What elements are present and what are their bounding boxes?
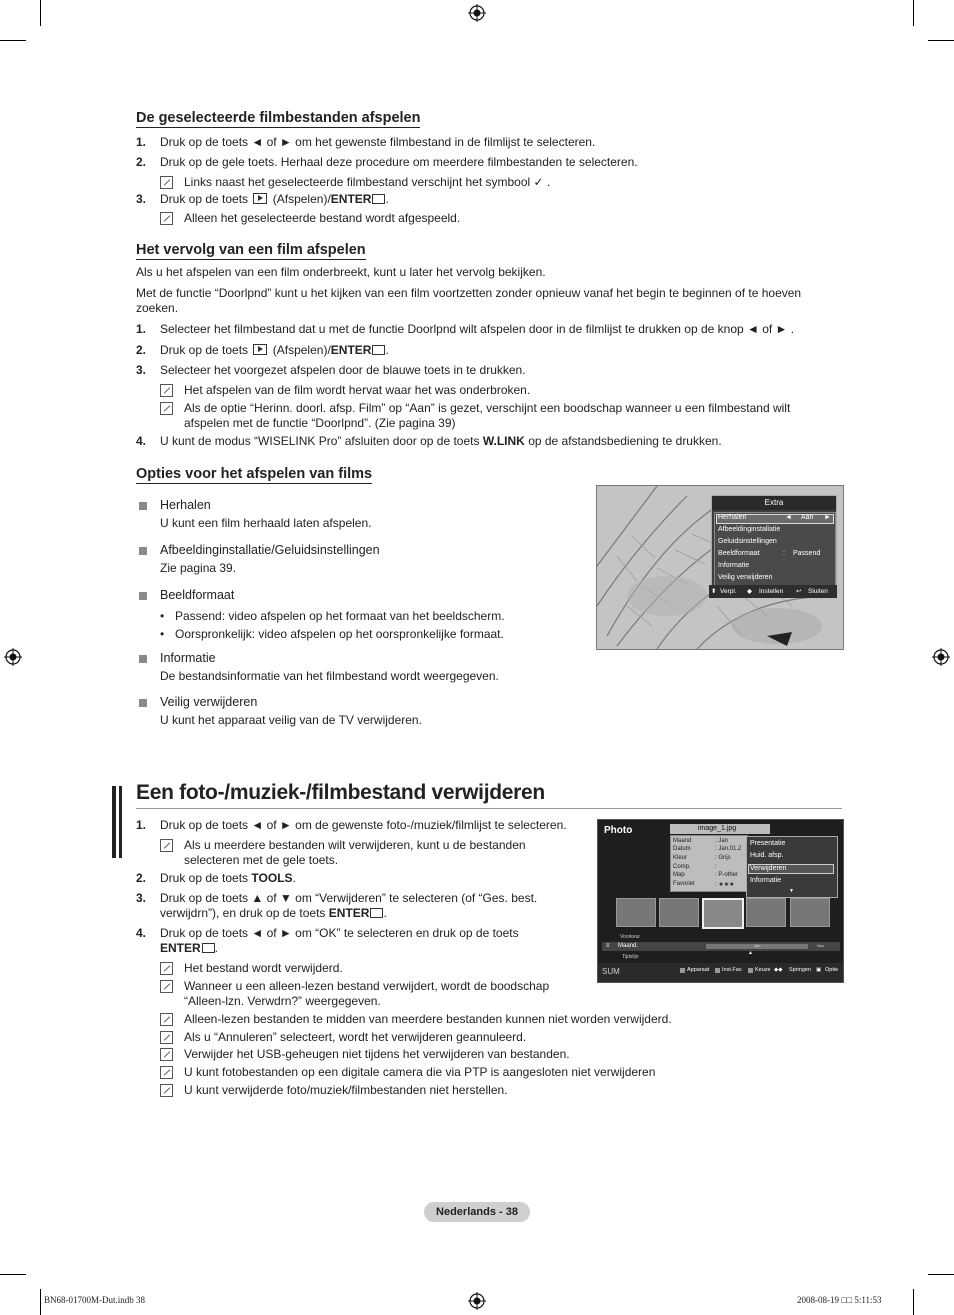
leftright-icon: ◆ — [747, 588, 752, 595]
green-button-icon — [715, 968, 720, 973]
screen-title: Photo — [604, 825, 633, 836]
note-icon — [160, 402, 173, 415]
menu-value: Passend — [793, 550, 821, 557]
sub-bullet: • — [160, 609, 165, 623]
note-text: Alleen-lezen bestanden te midden van meerdere bestanden kunnen niet worden verwijderd. — [184, 1012, 672, 1026]
photo-thumbnail[interactable] — [790, 898, 830, 927]
option-desc: Zie pagina 39. — [160, 561, 237, 575]
step-text: Druk op de toets ◄ of ► om de gewenste foto-/muziek/filmlijst te selecteren. — [160, 818, 567, 832]
option-desc: U kunt een film herhaald laten afspelen. — [160, 516, 372, 530]
print-slug: 2008-08-19 □□ 5:11:53 — [797, 1295, 882, 1305]
step-number: 1. — [136, 818, 147, 832]
tools-menu — [746, 836, 838, 898]
bullet — [139, 502, 147, 510]
bullet — [139, 547, 147, 555]
note-icon — [160, 1013, 173, 1026]
note-icon — [160, 839, 173, 852]
note-text: Het afspelen van de film wordt hervat waar het was onderbroken. — [184, 383, 531, 397]
heading-bar — [119, 786, 122, 858]
position-marker-icon: ▲ — [748, 950, 753, 956]
registration-mark-icon — [932, 648, 950, 666]
note-icon — [160, 176, 173, 189]
step-number: 3. — [136, 363, 147, 377]
note-icon — [160, 384, 173, 397]
crop-mark — [913, 1289, 914, 1315]
info-panel: Maand : Jan Datum : Jan.01.2 Kleur : Grijs Comp. : Map : P-other Favoriet : ★★★ — [670, 835, 748, 892]
note-icon — [160, 1031, 173, 1044]
step-text: Druk op de toets ▲ of ▼ om “Verwijderen” te selecteren (of “Ges. best. verwijdrn”), en druk op de toets ENTER . — [160, 891, 538, 920]
option-label: Veilig verwijderen — [160, 695, 258, 709]
heading-rule — [136, 808, 842, 809]
intro-text: Met de functie “Doorlpnd” kunt u het kijken van een film voortzetten zonder opnieuw vanaf het begin te beginnen of te hoeven zoeken. — [136, 286, 802, 315]
heading-bar — [112, 786, 116, 858]
option-label: Beeldformaat — [160, 588, 235, 602]
step-text: Druk op de toets (Afspelen)/ENTER . — [160, 192, 389, 206]
note-text: Links naast het geselecteerde filmbestand verschijnt het symbool ✓ . — [184, 175, 551, 189]
menu-item-sound[interactable]: Geluidsinstellingen — [718, 538, 777, 545]
step-text: Druk op de toets ◄ of ► om het gewenste filmbestand in de filmlijst te selecteren. — [160, 135, 596, 149]
filename: image_1.jpg — [698, 825, 737, 832]
step-number: 4. — [136, 926, 147, 940]
menu-item-format[interactable]: Beeldformaat — [718, 550, 760, 557]
note-icon — [160, 980, 173, 993]
step-text: Selecteer het voorgezet afspelen door de blauwe toets in te drukken. — [160, 363, 526, 377]
section-title-resume: Het vervolg van een film afspelen — [136, 242, 366, 258]
crop-mark — [0, 40, 26, 41]
enter-icon — [202, 943, 215, 953]
crop-mark — [0, 1274, 26, 1275]
note-text: Wanneer u een alleen-lezen bestand verwijdert, wordt de boodschap “Alleen-lzn. Verwdrn?” weergegeven. — [184, 979, 550, 1008]
bullet — [139, 699, 147, 707]
step-text: Selecteer het filmbestand dat u met de functie Doorlpnd wilt afspelen door in de filmlijst te drukken op de knop ◄ of ► . — [160, 322, 795, 336]
menu-item-picture[interactable]: Afbeeldinginstallatie — [718, 526, 781, 533]
enter-icon — [370, 908, 383, 918]
menu-value: Aan — [801, 514, 814, 521]
crop-mark — [913, 0, 914, 26]
red-button-icon — [680, 968, 685, 973]
step-number: 1. — [136, 135, 147, 149]
nav-timeline[interactable]: Tijdslijn — [622, 954, 639, 960]
hamburger-icon: ≡ — [606, 943, 610, 949]
menu-sep: : — [783, 550, 785, 557]
play-icon — [253, 344, 267, 355]
step-number: 4. — [136, 434, 147, 448]
sub-bullet: • — [160, 627, 165, 641]
menu-item-info[interactable]: Informatie — [750, 877, 782, 884]
section-title-options: Opties voor het afspelen van films — [136, 466, 373, 482]
note-text: Het bestand wordt verwijderd. — [184, 961, 343, 975]
option-label: Herhalen — [160, 498, 211, 512]
bullet — [139, 592, 147, 600]
step-text: Druk op de gele toets. Herhaal deze procedure om meerdere filmbestanden te selecteren. — [160, 155, 638, 169]
note-icon — [160, 1084, 173, 1097]
section-title-play-selected: De geselecteerde filmbestanden afspelen — [136, 110, 421, 126]
tools-icon: ▣ — [816, 967, 822, 973]
option-desc: Oorspronkelijk: video afspelen op het oorspronkelijke formaat. — [175, 627, 504, 641]
photo-thumbnail[interactable] — [746, 898, 786, 927]
return-icon: ↩ — [796, 588, 802, 595]
step-text: U kunt de modus “WISELINK Pro” afsluiten door op de toets W.LINK op de afstandsbediening te drukken. — [160, 434, 722, 448]
extra-menu-panel — [711, 495, 837, 587]
page-heading: Een foto-/muziek-/filmbestand verwijderen — [136, 781, 545, 804]
note-icon — [160, 212, 173, 225]
yellow-button-icon — [748, 968, 753, 973]
photo-thumbnail[interactable] — [616, 898, 656, 927]
option-label: Afbeeldinginstallatie/Geluidsinstellingen — [160, 543, 380, 557]
step-number: 2. — [136, 155, 147, 169]
menu-item-current[interactable]: Huid. afsp. — [750, 852, 784, 859]
menu-item-slideshow[interactable]: Presentatie — [750, 840, 786, 847]
registration-mark-icon — [468, 4, 486, 22]
menu-item-delete[interactable]: Verwijderen — [750, 865, 787, 872]
step-text: Druk op de toets TOOLS. — [160, 871, 296, 885]
menu-item-safe-remove[interactable]: Veilig verwijderen — [718, 574, 773, 581]
note-icon — [160, 962, 173, 975]
note-text: U kunt verwijderde foto/muziek/filmbestanden niet herstellen. — [184, 1083, 508, 1097]
step-number: 3. — [136, 192, 147, 206]
step-text: Druk op de toets (Afspelen)/ENTER . — [160, 343, 389, 357]
note-text: Als u “Annuleren” selecteert, wordt het verwijderen geannuleerd. — [184, 1030, 527, 1044]
left-arrow-icon: ◄ — [785, 514, 792, 521]
print-slug: BN68-01700M-Dut.indb 38 — [44, 1295, 145, 1305]
menu-footer: ⬍ Verpl. ◆ Instellen ↩ Sluiten — [709, 585, 837, 598]
note-text: Alleen het geselecteerde bestand wordt afgespeeld. — [184, 211, 461, 225]
right-arrow-icon: ► — [824, 514, 831, 521]
step-number: 1. — [136, 322, 147, 336]
photo-thumbnail[interactable] — [659, 898, 699, 927]
updown-icon: ⬍ — [711, 588, 717, 595]
crop-mark — [40, 1289, 41, 1315]
crop-mark — [928, 1274, 954, 1275]
registration-mark-icon — [468, 1292, 486, 1310]
enter-icon — [372, 194, 385, 204]
crop-mark — [928, 40, 954, 41]
menu-item-repeat[interactable]: Herhalen — [718, 514, 747, 521]
enter-icon — [372, 345, 385, 355]
note-text: U kunt fotobestanden op een digitale camera die via PTP is aangesloten niet verwijderen — [184, 1065, 656, 1079]
option-label: Informatie — [160, 651, 216, 665]
menu-list — [714, 512, 836, 586]
down-arrow-icon: ▼ — [789, 888, 794, 894]
menu-header: Extra — [712, 496, 836, 510]
device-name: SUM — [602, 967, 620, 976]
nav-prev[interactable]: Voorkeur — [620, 934, 641, 940]
nav-month[interactable]: Maand. — [618, 943, 639, 949]
photo-thumbnail-selected[interactable] — [702, 898, 744, 929]
intro-text: Als u het afspelen van een film onderbreekt, kunt u later het vervolg bekijken. — [136, 265, 546, 279]
note-text: Als u meerdere bestanden wilt verwijderen, kunt u de bestanden selecteren met de gele toets. — [184, 838, 526, 867]
step-number: 3. — [136, 891, 147, 905]
bullet — [139, 655, 147, 663]
checkmark-icon: ✓ — [533, 175, 544, 189]
step-number: 2. — [136, 343, 147, 357]
leftright-icon: ◆◆ — [774, 967, 783, 973]
registration-mark-icon — [4, 648, 22, 666]
note-text: Verwijder het USB-geheugen niet tijdens het verwijderen van bestanden. — [184, 1047, 570, 1061]
step-text: Druk op de toets ◄ of ► om “OK” te selecteren en druk op de toets ENTER . — [160, 926, 519, 955]
option-desc: De bestandsinformatie van het filmbestand wordt weergegeven. — [160, 669, 499, 683]
note-text: Als de optie “Herinn. doorl. afsp. Film” op “Aan” is gezet, verschijnt een boodschap wanneer u een filmbestand wilt afspelen met de functie “Doorlpnd”. (Zie pagina 39) — [184, 401, 791, 430]
note-icon — [160, 1066, 173, 1079]
menu-item-info[interactable]: Informatie — [718, 562, 750, 569]
option-desc: Passend: video afspelen op het formaat van het beeldscherm. — [175, 609, 505, 623]
crop-mark — [40, 0, 41, 26]
play-icon — [253, 193, 267, 204]
option-desc: U kunt het apparaat veilig van de TV verwijderen. — [160, 713, 422, 727]
note-icon — [160, 1048, 173, 1061]
tv-screenshot-extra-menu — [596, 485, 844, 650]
tv-screenshot-photo-list: Photo image_1.jpg Maand : Jan Datum : Jan.01.2 Kleur : Grijs Comp. : Map : P-other Favoriet : ★★★ Presentatie Huid. afsp. Verwijderen Informatie ▼ Voorkeur ≡ Maand. Jan Nov ▲ Tijdslijn SUM Apparaat Inst.Fav. Keuze ◆◆ Springen ▣ Optie — [597, 819, 844, 983]
step-number: 2. — [136, 871, 147, 885]
page-number-badge: Nederlands - 38 — [424, 1202, 530, 1222]
